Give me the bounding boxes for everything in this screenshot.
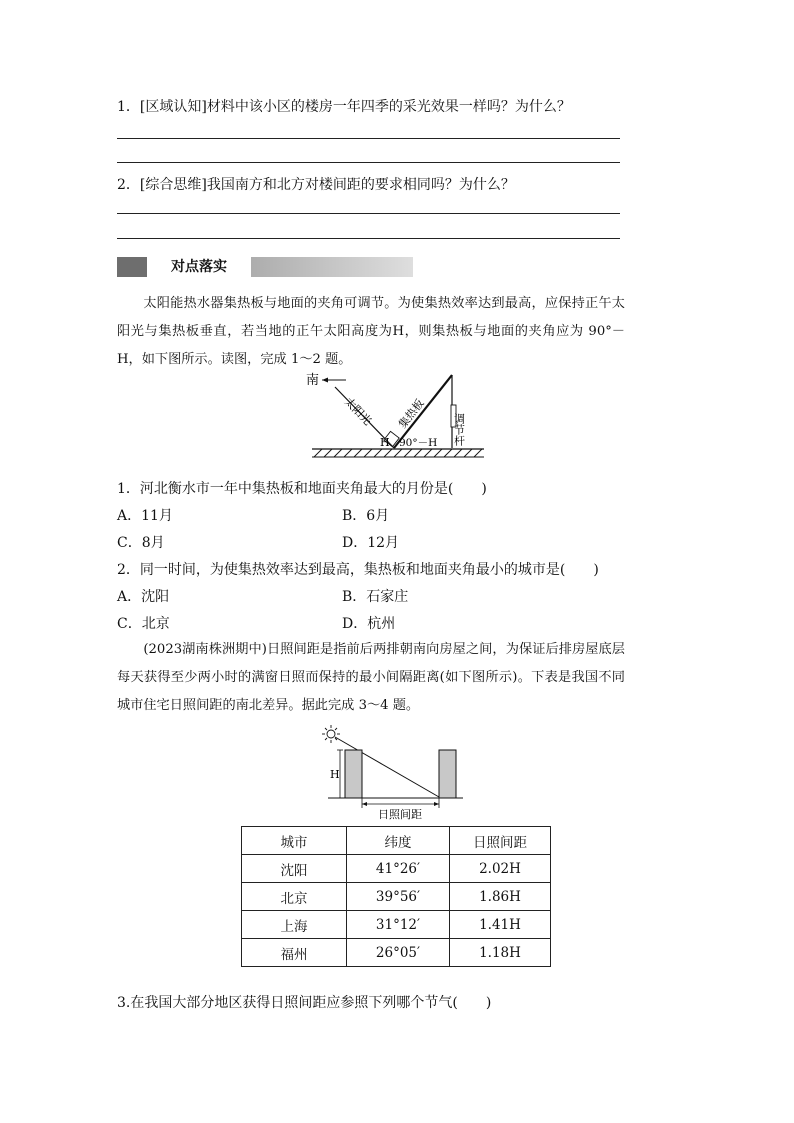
rod-label-text: 调节杆 (452, 413, 466, 446)
question-2-stem: 2．同一时间，为使集热效率达到最高，集热板和地面夹角最小的城市是( ) (117, 562, 599, 578)
header-city: 城市 (242, 827, 347, 855)
cell-city: 福州 (242, 939, 347, 967)
height-label: H (330, 768, 340, 781)
table-row (242, 911, 551, 939)
sunlight-label: 太阳光 (341, 395, 375, 428)
panel-label: 集热板 (396, 396, 427, 431)
distance-label: 日照间距 (378, 808, 422, 821)
cell-city: 北京 (242, 883, 347, 911)
rear-building (439, 750, 456, 798)
q2-option-c[interactable]: C．北京 (117, 616, 170, 632)
table-row (242, 939, 551, 967)
header-latitude: 纬度 (347, 827, 450, 855)
front-building (345, 750, 362, 798)
cell-spacing: 1.86H (450, 883, 551, 911)
table-header-row (242, 827, 551, 855)
sunshine-spacing-table (241, 826, 551, 967)
pre-question-2 (117, 174, 515, 194)
answer-line (117, 213, 620, 214)
pre-question-1-number: 1． (117, 99, 140, 115)
question-1-stem: 1．河北衡水市一年中集热板和地面夹角最大的月份是( ) (117, 481, 487, 497)
answer-line (117, 138, 620, 139)
angle-h-label: H (380, 436, 390, 449)
passage-1: 太阳能热水器集热板与地面的夹角可调节。为使集热效率达到最高，应保持正午太阳光与集热板垂直，若当地的正午太阳高度为H，则集热板与地面的夹角应为 90°－H，如下图所示。读图，完成 1～2 题。 (117, 296, 625, 367)
pre-question-1-text: 材料中该小区的楼房一年四季的采光效果一样吗？为什么？ (206, 99, 571, 115)
pre-question-2-number: 2． (117, 177, 140, 193)
angle-panel-label: 90°－H (399, 437, 438, 449)
answer-line (117, 162, 620, 163)
sunshine-spacing-diagram (318, 722, 468, 822)
sun-icon (322, 725, 340, 743)
q1-option-d[interactable]: D．12月 (342, 535, 400, 551)
section-banner (117, 257, 413, 277)
cell-latitude: 39°56′ (347, 883, 450, 911)
q1-option-b[interactable]: B．6月 (342, 508, 390, 524)
table-row (242, 883, 551, 911)
pre-question-1 (117, 96, 571, 116)
answer-line (117, 238, 620, 239)
q2-option-d[interactable]: D．杭州 (342, 616, 396, 632)
q1-option-a[interactable]: A．11月 (117, 508, 173, 524)
cell-latitude: 41°26′ (347, 855, 450, 883)
table-row (242, 855, 551, 883)
q2-option-a[interactable]: A．沈阳 (117, 589, 170, 605)
q1-option-c[interactable]: C．8月 (117, 535, 165, 551)
solar-panel-diagram (300, 365, 500, 470)
cell-spacing: 1.18H (450, 939, 551, 967)
header-spacing: 日照间距 (450, 827, 551, 855)
south-arrow-head (322, 378, 328, 383)
pre-question-1-tag: [区域认知] (139, 99, 207, 115)
rod-label (453, 413, 466, 446)
cell-city: 上海 (242, 911, 347, 939)
cell-spacing: 1.41H (450, 911, 551, 939)
cell-city: 沈阳 (242, 855, 347, 883)
south-label: 南 (306, 373, 320, 388)
cell-latitude: 26°05′ (347, 939, 450, 967)
q2-option-b[interactable]: B．石家庄 (342, 589, 409, 605)
pre-question-2-tag: [综合思维] (139, 177, 207, 193)
pre-question-2-text: 我国南方和北方对楼间距的要求相同吗？为什么？ (206, 177, 515, 193)
question-3-stem: 3.在我国大部分地区获得日照间距应参照下列哪个节气( ) (117, 995, 492, 1011)
section-title: 对点落实 (147, 257, 251, 277)
passage-2: (2023湖南株洲期中)日照间距是指前后两排朝南向房屋之间，为保证后排房屋底层每天获得至少两小时的满窗日照而保持的最小间隔距离(如下图所示)。下表是我国不同城市住宅日照间距的南北差异。据此完成 3～4 题。 (117, 642, 625, 713)
cell-spacing: 2.02H (450, 855, 551, 883)
cell-latitude: 31°12′ (347, 911, 450, 939)
ground-hatching (314, 449, 482, 457)
section-banner-block (117, 257, 147, 277)
